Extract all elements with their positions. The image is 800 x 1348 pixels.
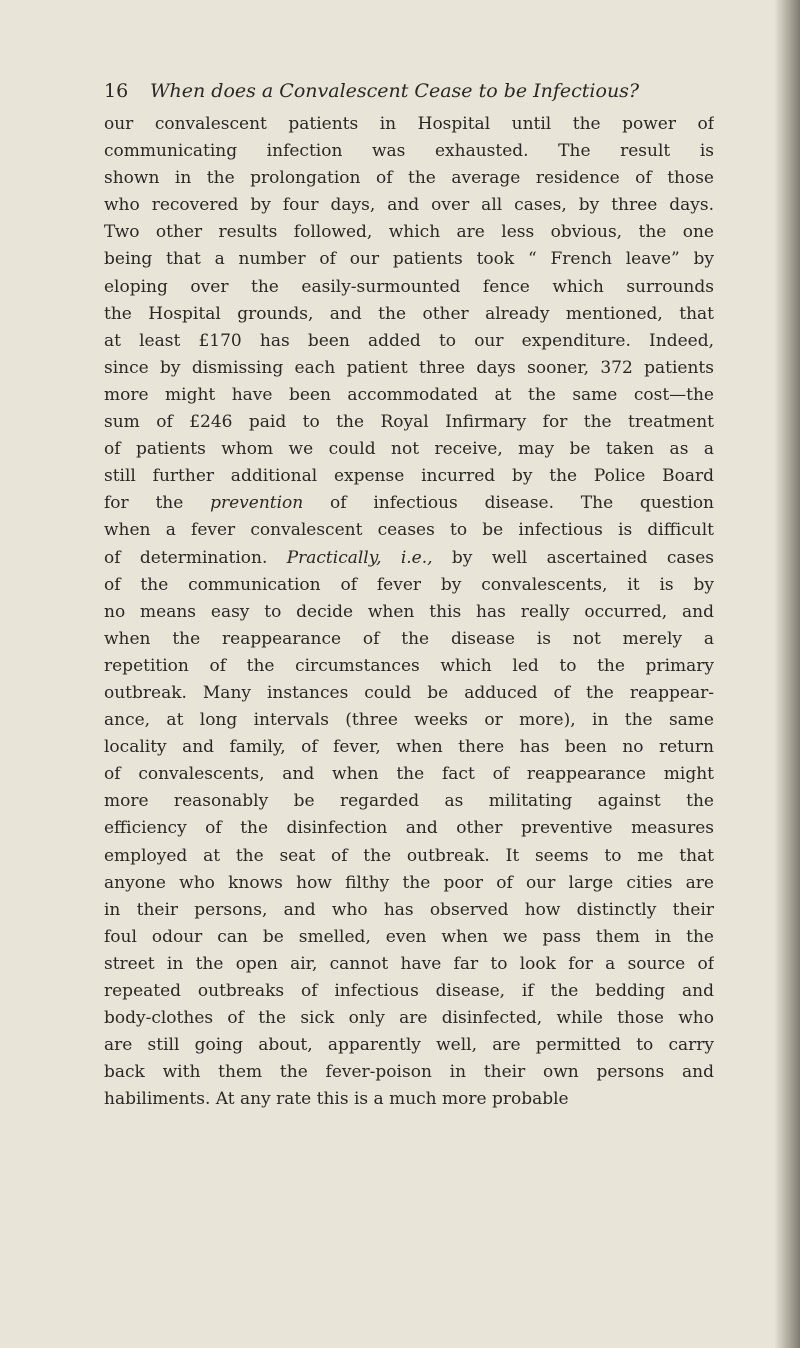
text-line: of patients whom we could not receive, may be taken as a <box>104 439 714 460</box>
text-line: efficiency of the disinfection and other preventive measures <box>104 818 714 839</box>
text-line: are still going about, apparently well, are permitted to carry <box>104 1035 714 1056</box>
text-line: when a fever convalescent ceases to be infectious is difficult <box>104 520 714 541</box>
text-line: locality and family, of fever, when there has been no return <box>104 737 714 758</box>
text-line: more might have been accommodated at the same cost—the <box>104 384 714 405</box>
text-line: when the reappearance of the disease is not merely a <box>104 628 714 649</box>
page-header <box>104 76 714 106</box>
page-number: 16 <box>104 80 129 102</box>
text-line: foul odour can be smelled, even when we pass them in the <box>104 926 714 947</box>
text-line: more reasonably be regarded as militating against the <box>104 791 714 812</box>
text-line: in their persons, and who has observed how distinctly their <box>104 899 714 920</box>
text-line: of convalescents, and when the fact of reappearance might <box>104 764 714 785</box>
running-title: When does a Convalescent Cease to be Infectious? <box>150 80 640 102</box>
italic-word: i.e., <box>400 547 433 568</box>
italic-word: prevention <box>210 493 304 514</box>
text-line: the Hospital grounds, and the other already mentioned, that <box>104 303 714 324</box>
text-line: Two other results followed, which are less obvious, the one <box>104 222 714 243</box>
body-text <box>104 111 714 1113</box>
text-segment <box>381 548 400 568</box>
text-line: shown in the prolongation of the average residence of those <box>104 168 714 189</box>
text-line: outbreak. Many instances could be adduced of the reappear- <box>104 682 714 703</box>
text-line: repetition of the circumstances which led to the primary <box>104 655 714 676</box>
text-segment: of infectious disease. The question <box>303 493 714 514</box>
text-line: of the communication of fever by convalescents, it is by <box>104 574 714 595</box>
text-line: eloping over the easily-surmounted fence which surrounds <box>104 276 714 297</box>
text-line: still further additional expense incurred by the Police Board <box>104 466 714 487</box>
text-line-with-italic <box>104 545 714 572</box>
page-edge-shadow <box>774 0 800 1348</box>
text-line: body-clothes of the sick only are disinfected, while those who <box>104 1008 714 1029</box>
text-line: habiliments. At any rate this is a much more probable <box>104 1089 569 1110</box>
italic-word: Practically, <box>286 547 382 568</box>
text-line: our convalescent patients in Hospital until the power of <box>104 114 714 134</box>
text-line: sum of £246 paid to the Royal Infirmary for the treatment <box>104 412 714 433</box>
text-line: anyone who knows how filthy the poor of our large cities are <box>104 872 714 893</box>
text-segment: for the <box>104 493 211 514</box>
text-line: ance, at long intervals (three weeks or more), in the same <box>104 710 714 731</box>
text-line: communicating infection was exhausted. The result is <box>104 141 714 162</box>
text-line: at least £170 has been added to our expenditure. Indeed, <box>104 330 714 351</box>
text-line: who recovered by four days, and over all cases, by three days. <box>104 195 714 216</box>
text-line: since by dismissing each patient three days sooner, 372 patients <box>104 357 714 378</box>
text-line: employed at the seat of the outbreak. It seems to me that <box>104 845 714 866</box>
text-line: back with them the fever-poison in their own persons and <box>104 1062 714 1083</box>
text-line: street in the open air, cannot have far to look for a source of <box>104 953 714 974</box>
text-line: repeated outbreaks of infectious disease, if the bedding and <box>104 981 714 1001</box>
text-line: being that a number of our patients took “ French leave” by <box>104 249 714 270</box>
text-line: no means easy to decide when this has really occurred, and <box>104 601 714 622</box>
text-segment: of determination. <box>104 547 287 568</box>
text-line-with-italic <box>104 490 714 517</box>
text-segment: by well ascertained cases <box>432 547 714 568</box>
